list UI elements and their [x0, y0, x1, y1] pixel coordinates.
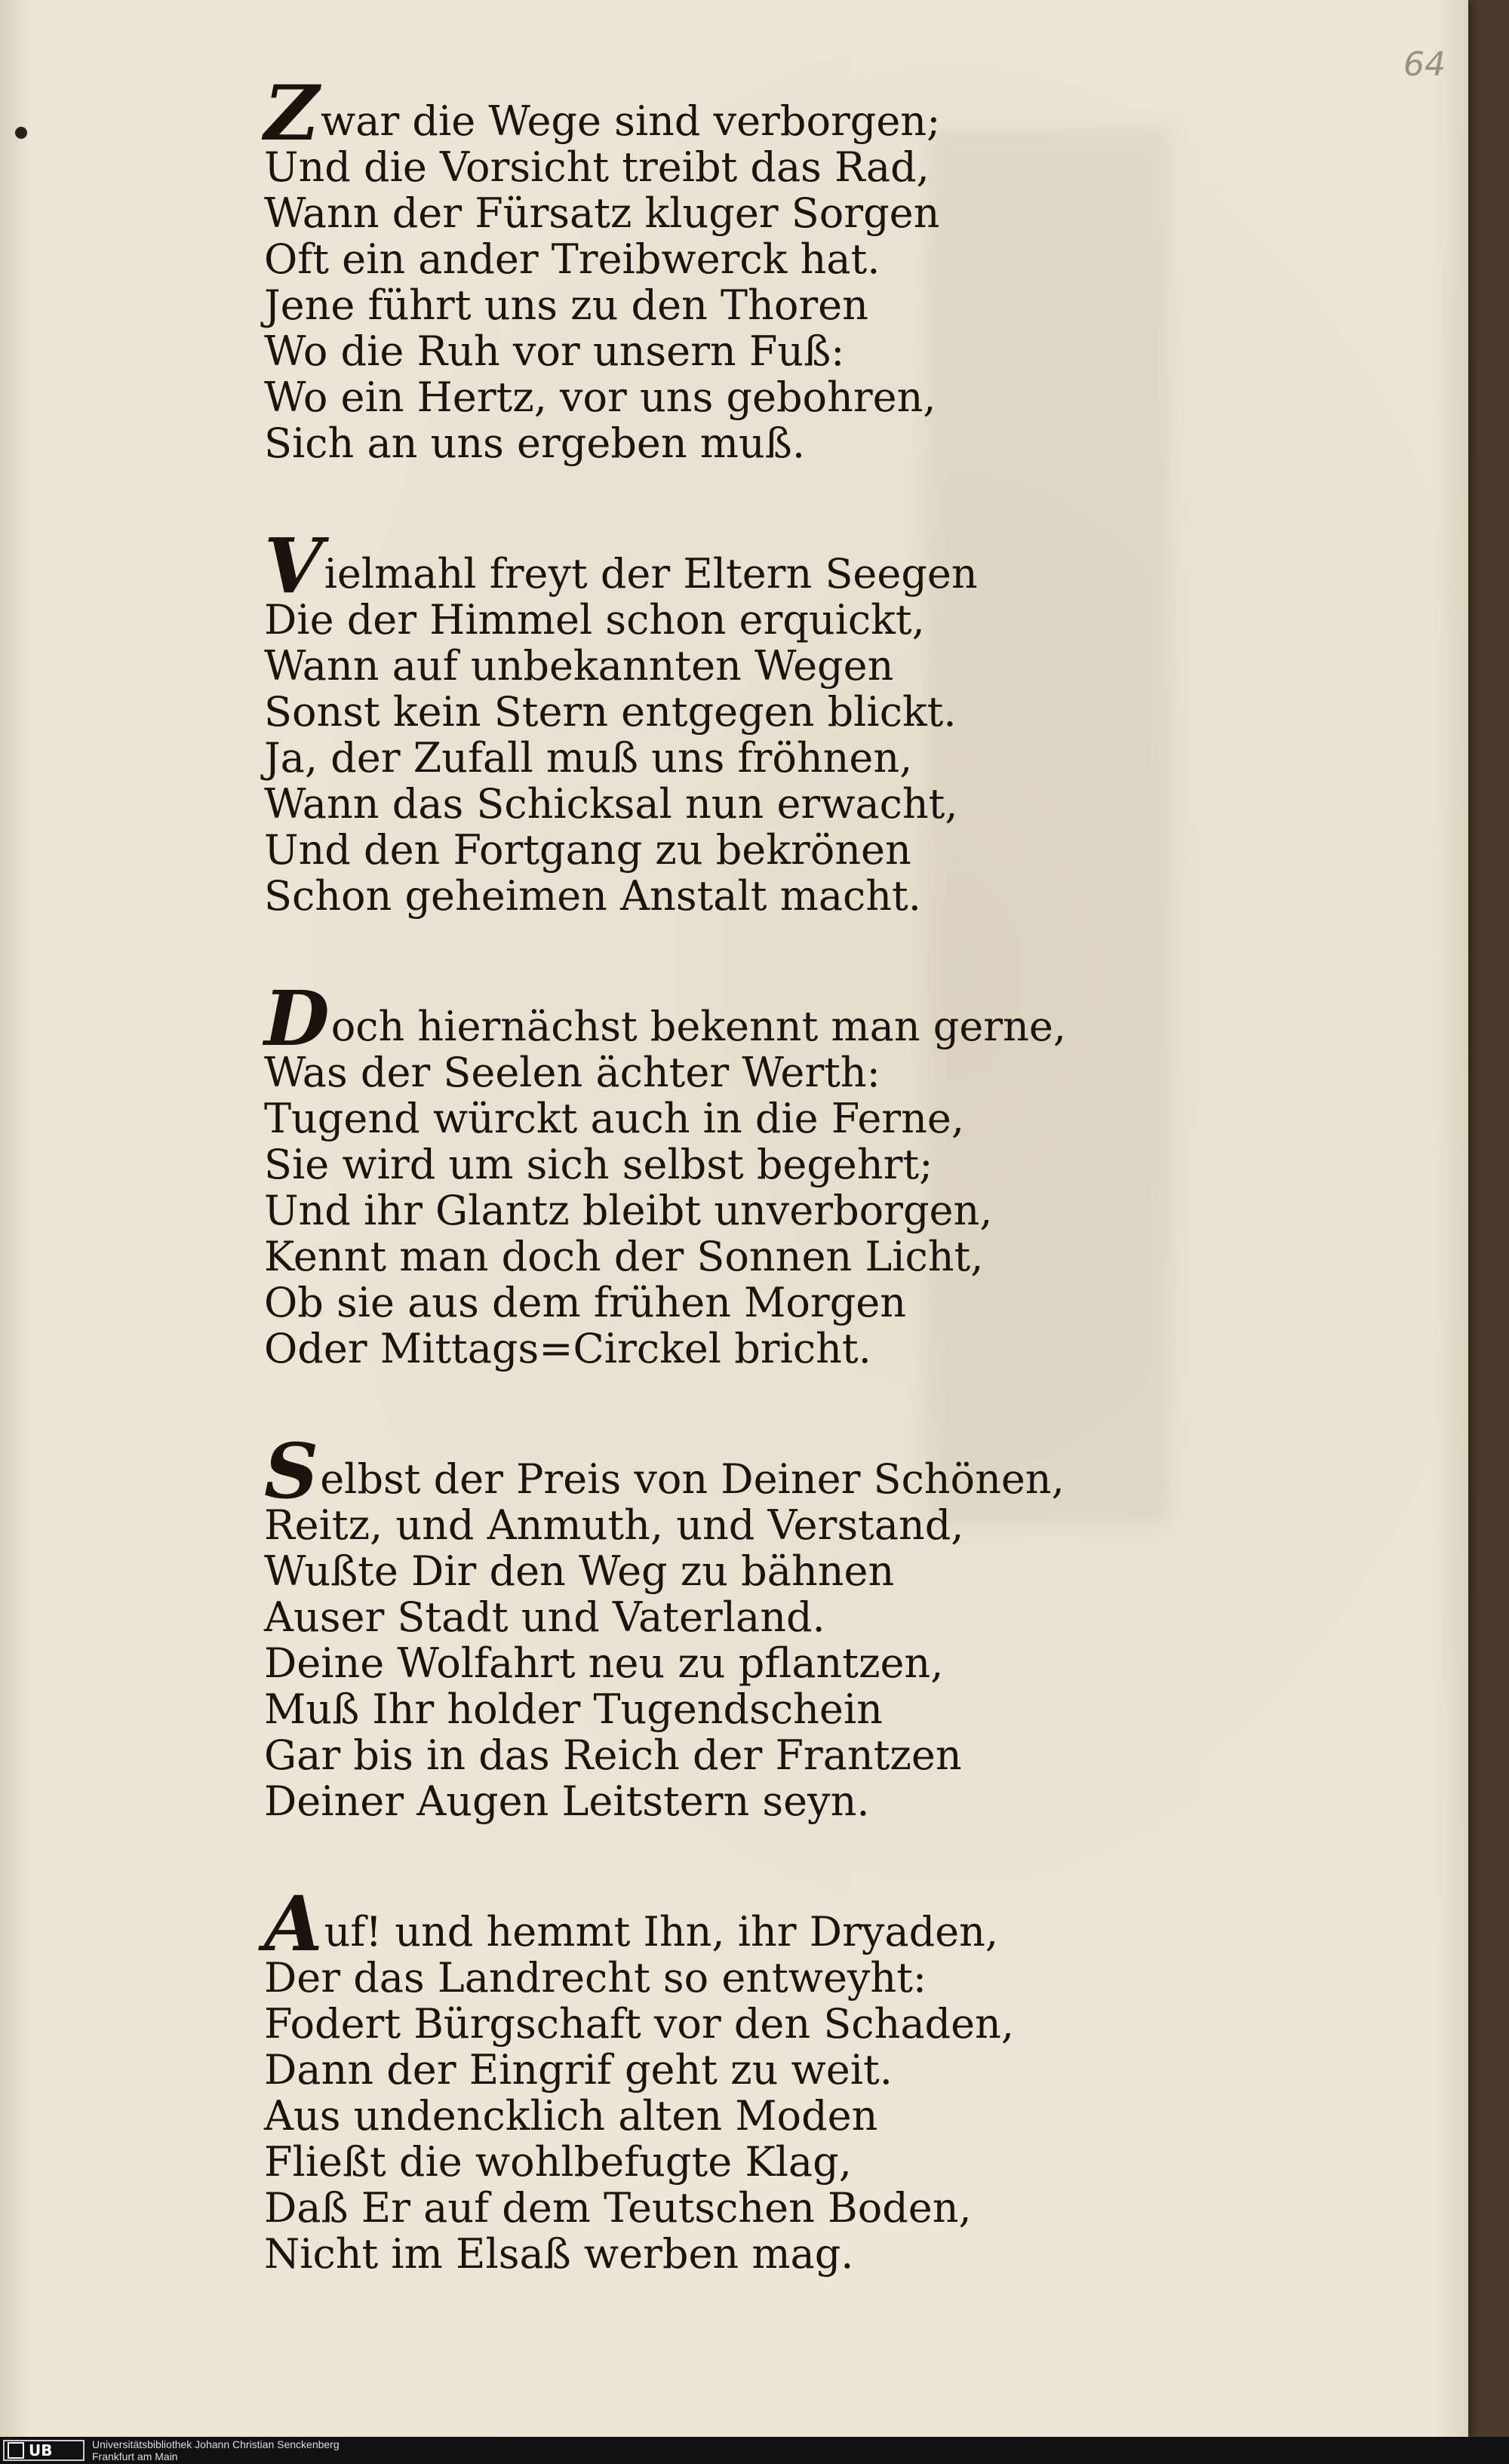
library-credit — [92, 2438, 340, 2462]
verse-line: Tugend würckt auch in die Ferne, — [264, 1095, 964, 1142]
verse-line: Und den Fortgang zu bekrönen — [264, 826, 911, 874]
verse-line: Deiner Augen Leitstern seyn. — [264, 1777, 870, 1825]
verse-line: Aus undencklich alten Moden — [264, 2092, 878, 2140]
verse-line: Fließt die wohlbefugte Klag, — [264, 2138, 852, 2186]
verse-line: Schon geheimen Anstalt macht. — [264, 872, 921, 920]
stanza-2 — [264, 521, 1109, 920]
stanza-5 — [264, 1879, 1109, 2278]
library-name: Universitätsbibliothek Johann Christian Senckenberg — [92, 2438, 340, 2450]
verse-line: Auser Stadt und Vaterland. — [264, 1593, 825, 1641]
verse-line: Fodert Bürgschaft vor den Schaden, — [264, 2000, 1014, 2048]
verse-line: Sie wird um sich selbst begehrt; — [264, 1141, 933, 1188]
verse-line: Kennt man doch der Sonnen Licht, — [264, 1233, 984, 1280]
stanza-4 — [264, 1427, 1109, 1825]
verse-line: Gar bis in das Reich der Frantzen — [264, 1731, 962, 1779]
drop-initial: A — [264, 1879, 323, 1968]
library-city: Frankfurt am Main — [92, 2450, 178, 2462]
verse-line: Der das Landrecht so entweyht: — [264, 1954, 927, 2002]
binding-hole — [15, 127, 27, 139]
verse-line: Nicht im Elsaß werben mag. — [264, 2230, 854, 2278]
verse-line: Was der Seelen ächter Werth: — [264, 1049, 881, 1096]
verse-line: Wann auf unbekannten Wegen — [264, 642, 894, 690]
verse-line: Wann der Fürsatz kluger Sorgen — [264, 189, 940, 237]
verse-line: Doch hiernächst bekennt man gerne, — [264, 974, 1067, 1063]
verse-line: Und die Vorsicht treibt das Rad, — [264, 143, 930, 191]
verse-line: Ja, der Zufall muß uns fröhnen, — [264, 734, 913, 782]
verse-line: Oder Mittags=Circkel bricht. — [264, 1325, 871, 1372]
library-logo: UB — [3, 2440, 85, 2461]
library-footer — [0, 2437, 1509, 2464]
stanza-3 — [264, 974, 1109, 1372]
drop-initial: S — [264, 1427, 319, 1516]
verse-line: Vielmahl freyt der Eltern Seegen — [264, 521, 978, 610]
verse-line: Reitz, und Anmuth, und Verstand, — [264, 1501, 964, 1549]
drop-initial: D — [264, 974, 330, 1063]
verse-line: Deine Wolfahrt neu zu pflantzen, — [264, 1639, 944, 1687]
verse-line: Dann der Eingrif geht zu weit. — [264, 2046, 893, 2094]
verse-line: Selbst der Preis von Deiner Schönen, — [264, 1427, 1065, 1516]
verse-line: Und ihr Glantz bleibt unverborgen, — [264, 1187, 993, 1234]
verse-line: Sonst kein Stern entgegen blickt. — [264, 688, 957, 736]
drop-initial: Z — [264, 69, 319, 158]
verse-line: Auf! und hemmt Ihn, ihr Dryaden, — [264, 1879, 999, 1968]
verse-line: Zwar die Wege sind verborgen; — [264, 69, 941, 158]
verse-line: Jene führt uns zu den Thoren — [264, 281, 868, 329]
verse-line: Muß Ihr holder Tugendschein — [264, 1685, 883, 1733]
stanza-1 — [264, 69, 1109, 467]
folio-number: 64 — [1403, 45, 1446, 84]
verse-line: Wo die Ruh vor unsern Fuß: — [264, 327, 845, 375]
verse-line: Wo ein Hertz, vor uns gebohren, — [264, 373, 936, 421]
library-emblem-icon — [8, 2442, 24, 2459]
verse-line: Daß Er auf dem Teutschen Boden, — [264, 2184, 972, 2232]
verse-line: Sich an uns ergeben muß. — [264, 419, 806, 467]
poem — [264, 69, 1109, 2278]
verse-line: Wußte Dir den Weg zu bähnen — [264, 1547, 895, 1595]
verse-line: Die der Himmel schon erquickt, — [264, 596, 925, 644]
drop-initial: V — [264, 521, 323, 610]
verse-line: Oft ein ander Treibwerck hat. — [264, 235, 881, 283]
verse-line: Wann das Schicksal nun erwacht, — [264, 780, 958, 828]
verse-line: Ob sie aus dem frühen Morgen — [264, 1279, 907, 1326]
